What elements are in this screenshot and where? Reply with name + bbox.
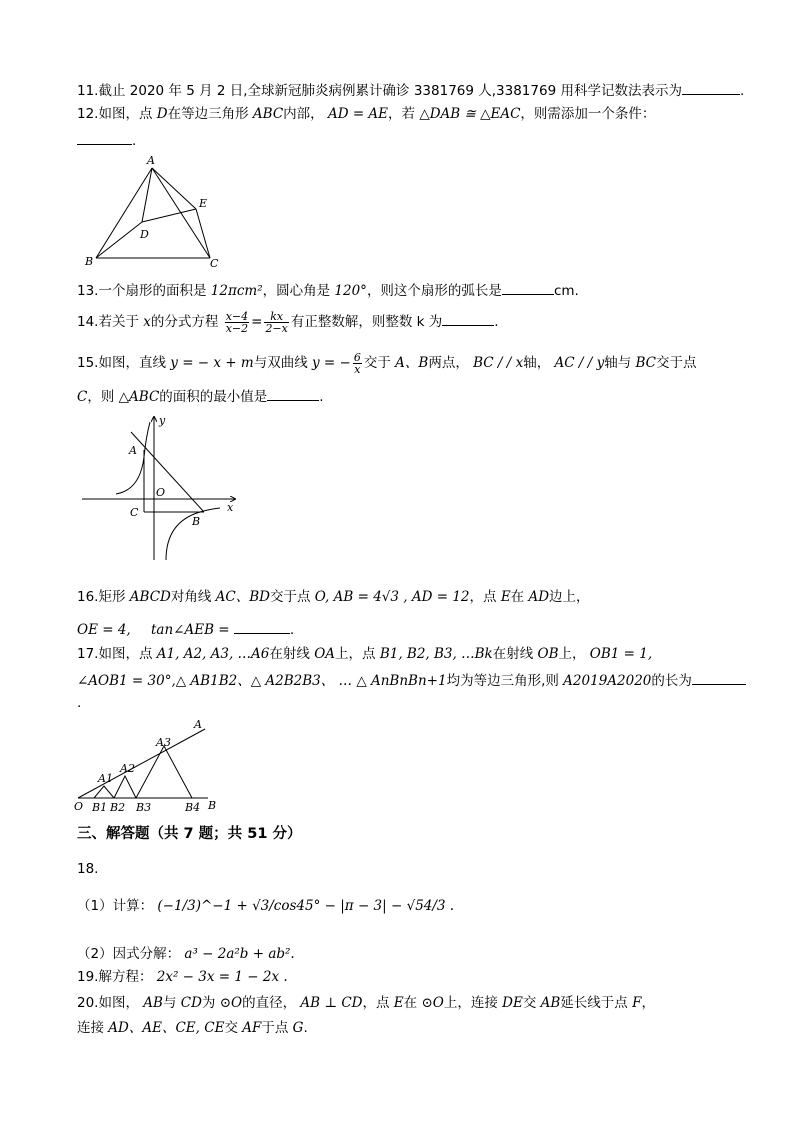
q14-end: . bbox=[494, 314, 499, 330]
q17-triangles: ,△ AB1B2、△ A2B2B3、 … △ AnBnBn+1 bbox=[171, 673, 447, 689]
q20-mid3: 的直径， bbox=[242, 995, 297, 1011]
q20-perpendicular: AB ⊥ CD bbox=[300, 995, 363, 1011]
q14-tail: 有正整数解，则整数 k 为 bbox=[290, 314, 443, 330]
q20-de: DE bbox=[502, 995, 523, 1011]
q13-area: 12πcm² bbox=[210, 283, 263, 299]
question-17-line2 bbox=[77, 670, 746, 690]
q12-mid3: ，若 bbox=[388, 106, 416, 122]
q17-points-b: B1, B2, B3, …Bk bbox=[379, 646, 493, 662]
q14-fraction-left bbox=[225, 311, 249, 334]
q17-angle: ∠AOB1 = 30° bbox=[77, 673, 172, 689]
q15-hyperbola-fraction bbox=[353, 352, 362, 375]
q14-mid: 的分式方程 bbox=[150, 314, 219, 330]
q15-mid6: 交于点 bbox=[656, 355, 697, 371]
q20-circle-2: ⊙O bbox=[421, 995, 444, 1011]
q12-triangle-abc: ABC bbox=[252, 106, 284, 122]
q16-oe: OE = 4, bbox=[77, 622, 131, 638]
q17-ray-oa: OA bbox=[314, 646, 336, 662]
question-17 bbox=[77, 645, 652, 663]
q11-tail: . bbox=[739, 83, 745, 99]
q12-mid1: 在等边三角形 bbox=[167, 106, 249, 122]
q16-point-e: E bbox=[500, 589, 511, 605]
question-18-part2 bbox=[77, 945, 295, 963]
q20-end: . bbox=[303, 1020, 308, 1036]
q15-prefix: 15.如图，直线 bbox=[77, 355, 166, 371]
fig12-label-d: D bbox=[140, 228, 149, 241]
q15-hyperbola-num: 6 bbox=[353, 350, 361, 364]
q15-end: . bbox=[319, 389, 324, 405]
fig15-label-b: B bbox=[192, 515, 201, 528]
q15-line2-mid: ，则 bbox=[87, 389, 115, 405]
q15-hyperbola-lhs: y = − bbox=[312, 355, 351, 371]
q16-conditions: O, AB = 4√3 , AD = 12 bbox=[314, 589, 470, 605]
q17-points-a: A1, A2, A3, …A6 bbox=[156, 646, 270, 662]
q20-mid4: ，点 bbox=[362, 995, 390, 1011]
q15-line2-tail: 的面积的最小值是 bbox=[159, 389, 268, 405]
q20-comma: ， bbox=[641, 995, 655, 1011]
q18-part1-label: （1）计算： bbox=[77, 898, 154, 914]
q19-equation: 2x² − 3x = 1 − 2x . bbox=[156, 969, 288, 985]
q20-af: AF bbox=[242, 1020, 262, 1036]
question-16 bbox=[77, 588, 590, 606]
fig17-label-o: O bbox=[74, 800, 84, 813]
fig17-label-b: B bbox=[208, 799, 217, 812]
fig15-label-x: x bbox=[227, 501, 234, 514]
q17-prefix: 17.如图，点 bbox=[77, 646, 153, 662]
fig15-label-o: O bbox=[156, 486, 166, 499]
q13-prefix: 13.一个扇形的面积是 bbox=[77, 283, 207, 299]
question-11 bbox=[77, 80, 744, 100]
q20-point-g: G bbox=[292, 1020, 304, 1036]
q20-prefix: 20.如图， bbox=[77, 995, 139, 1011]
question-15 bbox=[77, 350, 697, 376]
q16-ad: AD bbox=[528, 589, 550, 605]
q14-fraction-right-den: 2−x bbox=[265, 321, 288, 335]
fig17-label-a1: A1 bbox=[98, 772, 113, 785]
q20-ab: AB bbox=[143, 995, 163, 1011]
q17-mid1: 在射线 bbox=[269, 646, 310, 662]
fig17-label-b1: B1 bbox=[92, 801, 108, 814]
q15-mid3: 两点， bbox=[428, 355, 469, 371]
q12-end: . bbox=[132, 133, 137, 149]
fig12-label-b: B bbox=[85, 255, 94, 268]
q17-end: . bbox=[77, 695, 82, 711]
question-18-number: 18. bbox=[77, 861, 99, 877]
fig15-label-a: A bbox=[129, 444, 137, 457]
question-12 bbox=[77, 105, 655, 123]
question-19 bbox=[77, 968, 288, 986]
q15-mid1: 与双曲线 bbox=[253, 355, 308, 371]
q15-triangle: △ABC bbox=[118, 389, 160, 405]
fig15-label-y: y bbox=[159, 414, 166, 427]
question-14 bbox=[77, 309, 499, 335]
fig17-label-b3: B3 bbox=[136, 801, 152, 814]
q16-mid1: 对角线 bbox=[170, 589, 212, 605]
q12-prefix: 12.如图，点 bbox=[77, 106, 153, 122]
q20-ab-2: AB bbox=[540, 995, 561, 1011]
question-20 bbox=[77, 994, 655, 1012]
q17-mid4: 上， bbox=[558, 646, 586, 662]
q12-answer-blank[interactable] bbox=[77, 130, 132, 145]
q20-line2-prefix: 连接 bbox=[77, 1020, 104, 1036]
q16-end: . bbox=[289, 622, 295, 638]
q14-answer-blank[interactable] bbox=[442, 311, 494, 326]
q14-fraction-left-num: x−4 bbox=[225, 309, 249, 323]
q14-fraction-left-den: x−2 bbox=[225, 321, 249, 335]
q15-hyperbola-den: x bbox=[354, 362, 361, 376]
q16-rect: ABCD bbox=[129, 589, 171, 605]
q20-mid1: 与 bbox=[162, 995, 177, 1011]
q17-line2-mid: 均为等边三角形,则 bbox=[446, 673, 559, 689]
q13-unit: cm. bbox=[553, 283, 579, 299]
q20-line2-tail: 于点 bbox=[261, 1020, 289, 1036]
q18-part2-expression: a³ − 2a²b + ab². bbox=[184, 946, 295, 962]
q11-answer-blank[interactable] bbox=[682, 80, 740, 95]
q20-line2-mid: 交 bbox=[224, 1020, 238, 1036]
figure-15-graph bbox=[80, 412, 240, 562]
q15-ac-parallel: AC / / y bbox=[554, 355, 605, 371]
q17-line2-tail: 的长为 bbox=[651, 673, 692, 689]
q15-bc: BC bbox=[635, 355, 657, 371]
question-15-line2 bbox=[77, 386, 324, 406]
q15-bc-parallel: BC / / x bbox=[473, 355, 524, 371]
question-18-part1 bbox=[77, 897, 454, 915]
figure-12-triangle bbox=[80, 152, 230, 270]
fig12-label-c: C bbox=[210, 257, 219, 270]
fig12-label-e: E bbox=[199, 197, 208, 210]
q12-answer-line bbox=[77, 130, 136, 150]
q20-point-f: F bbox=[632, 995, 642, 1011]
fig17-label-a: A bbox=[194, 718, 202, 731]
q14-var-x: x bbox=[143, 314, 151, 330]
q15-answer-blank[interactable] bbox=[267, 386, 319, 401]
q14-prefix: 14.若关于 bbox=[77, 314, 139, 330]
q16-tan: tan∠AEB = bbox=[151, 622, 230, 638]
q20-point-e: E bbox=[393, 995, 404, 1011]
q15-mid4: 轴， bbox=[523, 355, 551, 371]
q20-mid6: 上，连接 bbox=[443, 995, 498, 1011]
q20-segments: AD、AE、CE, CE bbox=[108, 1020, 225, 1036]
q17-mid3: 在射线 bbox=[492, 646, 534, 662]
q15-mid5: 轴与 bbox=[604, 355, 632, 371]
fig15-label-c: C bbox=[130, 506, 139, 519]
q16-prefix: 16.矩形 bbox=[77, 589, 126, 605]
question-16-line2 bbox=[77, 619, 294, 639]
q15-mid2: 交于 bbox=[363, 355, 391, 371]
q20-mid5: 在 bbox=[403, 995, 418, 1011]
q12-mid2: 内部， bbox=[283, 106, 324, 122]
q12-congruence: △DAB ≅ △EAC bbox=[419, 106, 521, 122]
q13-answer-blank[interactable] bbox=[502, 280, 554, 295]
q14-fraction-right-num: kx bbox=[264, 311, 288, 323]
q18-part2-label: （2）因式分解： bbox=[77, 946, 181, 962]
q18-part1-expression: (−1/3)^−1 + √3/cos45° − |π − 3| − √54/3 . bbox=[157, 898, 455, 914]
q12-point-d: D bbox=[156, 106, 168, 122]
q17-ray-ob: OB bbox=[537, 646, 559, 662]
q20-mid2: 为 bbox=[201, 995, 216, 1011]
q14-equals: = bbox=[251, 314, 263, 330]
q17-mid2: 上，点 bbox=[335, 646, 376, 662]
q17-answer-blank[interactable] bbox=[692, 670, 746, 685]
fig17-label-a3: A3 bbox=[156, 736, 171, 749]
q15-points-ab: A、B bbox=[395, 355, 429, 371]
figure-17-rays bbox=[72, 716, 222, 816]
fig12-label-a: A bbox=[147, 154, 155, 167]
q20-cd: CD bbox=[180, 995, 202, 1011]
q11-text: 11.截止 2020 年 5 月 2 日,全球新冠肺炎病例累计确诊 3381769 人,3381769 用科学记数法表示为 bbox=[77, 83, 682, 99]
fig17-label-b2: B2 bbox=[110, 801, 126, 814]
q15-point-c: C bbox=[77, 389, 88, 405]
q17-ob1: OB1 = 1, bbox=[589, 646, 653, 662]
q12-equation: AD = AE bbox=[327, 106, 389, 122]
q16-answer-blank[interactable] bbox=[234, 619, 290, 634]
q20-circle: ⊙O bbox=[219, 995, 243, 1011]
q17-segment: A2019A2020 bbox=[563, 673, 652, 689]
question-17-line3 bbox=[77, 694, 81, 712]
q16-mid3: ，点 bbox=[469, 589, 497, 605]
fig17-label-a2: A2 bbox=[120, 762, 135, 775]
q16-mid4: 在 bbox=[510, 589, 525, 605]
q20-tail: 延长线于点 bbox=[560, 995, 628, 1011]
q16-diagonals: AC、BD bbox=[215, 589, 270, 605]
fig17-label-b4: B4 bbox=[185, 801, 201, 814]
question-13 bbox=[77, 280, 579, 300]
q16-mid2: 交于点 bbox=[269, 589, 311, 605]
q13-tail: ，则这个扇形的弧长是 bbox=[366, 283, 502, 299]
section-3-heading: 三、解答题（共 7 题；共 51 分） bbox=[77, 826, 302, 842]
question-20-line2 bbox=[77, 1019, 308, 1037]
q15-line-eq: y = − x + m bbox=[170, 355, 254, 371]
q12-tail: ，则需添加一个条件： bbox=[520, 106, 656, 122]
q19-prefix: 19.解方程： bbox=[77, 969, 153, 985]
q13-mid: ，圆心角是 bbox=[262, 283, 331, 299]
q14-fraction-right bbox=[264, 311, 288, 334]
q13-angle: 120° bbox=[334, 283, 367, 299]
q20-mid7: 交 bbox=[522, 995, 537, 1011]
q16-tail: 边上， bbox=[549, 589, 590, 605]
